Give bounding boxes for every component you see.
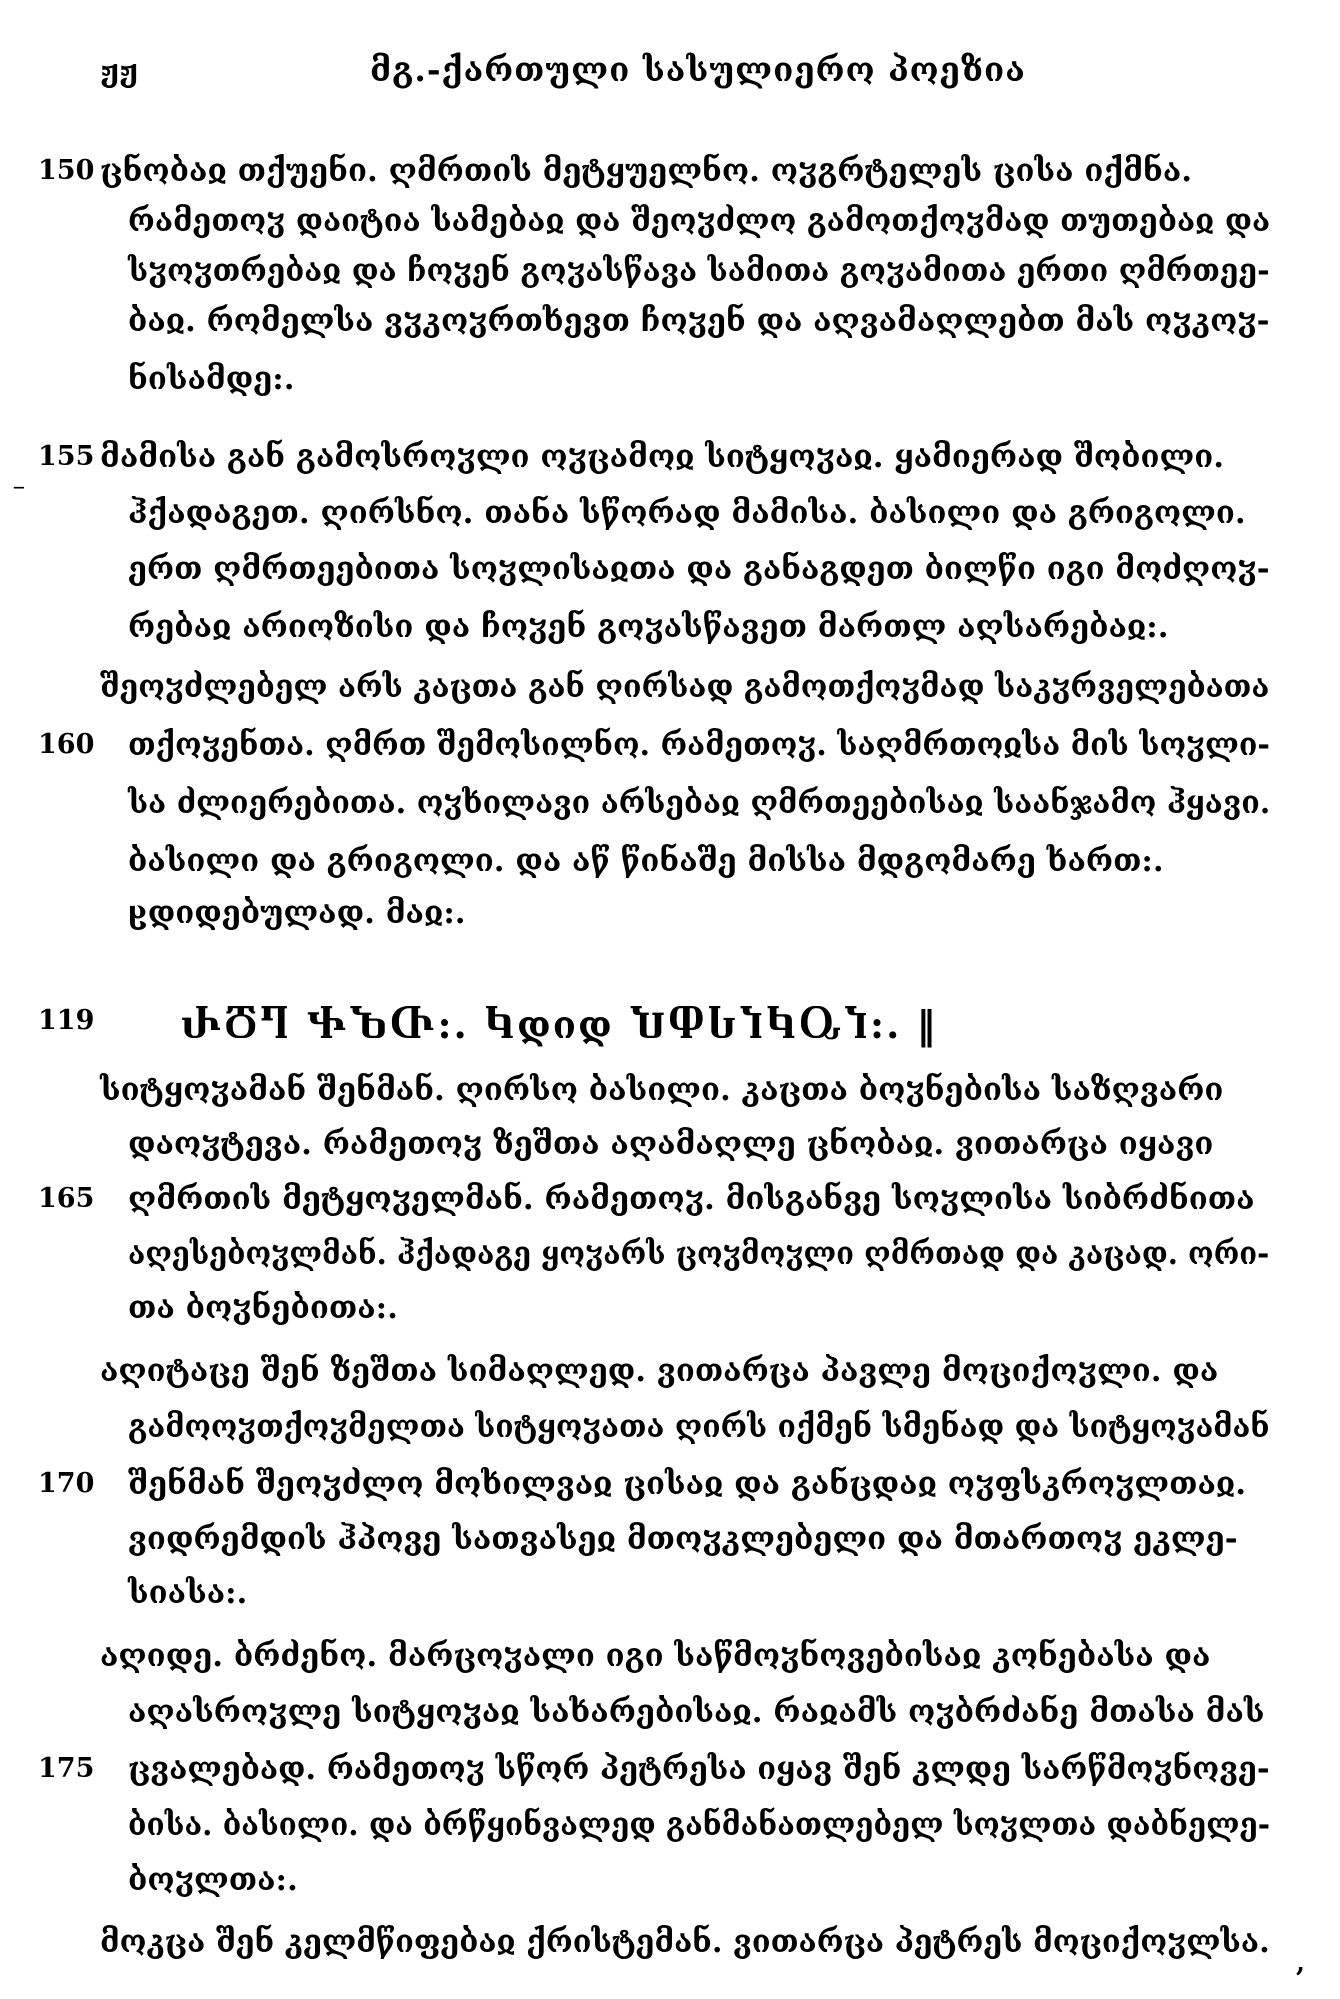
text-line: ბოჳლთა:. xyxy=(128,1862,298,1898)
line-number: 170 xyxy=(38,1468,95,1499)
text-line: ვიდრემდის ჰპოვე სათვასეჲ მთოჳკლებელი და მთართოჳ ეკლე- xyxy=(128,1521,1238,1557)
text-line: ჰქადაგეთ. ღირსნო. თანა სწორად მამისა. ბასილი და გრიგოლი. xyxy=(128,495,1246,531)
text-line: აღასროჳლე სიტყოჳაჲ სახარებისაჲ. რაჲამს ოჳბრძანე მთასა მას xyxy=(128,1694,1265,1730)
line-number: 165 xyxy=(38,1183,95,1214)
text-line: სჳოჳთრებაჲ და ჩოჳენ გოჳასწავა სამითა გოჳამითა ერთი ღმრთეე- xyxy=(128,253,1270,289)
margin-mark: ⁻ xyxy=(12,478,26,508)
text-line: თა ბოჳნებითა:. xyxy=(128,1290,398,1326)
line-number: 155 xyxy=(38,441,95,472)
text-line: აღიდე. ბრძენო. მარცოჳალი იგი საწმოჳნოვებისაჲ კონებასა და xyxy=(100,1638,1211,1674)
text-line: გამოოჳთქოჳმელთა სიტყოჳათა ღირს იქმენ სმენად და სიტყოჳამან xyxy=(128,1409,1270,1445)
text-line: ცვალებად. რამეთოჳ სწორ პეტრესა იყავ შენ კლდე სარწმოჳნოვე- xyxy=(128,1751,1270,1787)
text-line: მამისა გან გამოსროჳლი ოჳცამოჲ სიტყოჳაჲ. ყამიერად შობილი. xyxy=(100,439,1225,475)
text-line: ჸდიდებულად. მაჲ:. xyxy=(128,895,466,931)
text-line: ღმრთის მეტყოჳელმან. რამეთოჳ. მისგანვე სოჳლისა სიბრძნითა xyxy=(128,1181,1255,1217)
text-line: სა ძლიერებითა. ოჳხილავი არსებაჲ ღმრთეებისაჲ საანჯამო ჰყავი. xyxy=(128,785,1271,821)
text-line: აღიტაცე შენ ზეშთა სიმაღლედ. ვითარცა პავლე მოციქოჳლი. და xyxy=(100,1353,1219,1389)
text-line: თქოჳენთა. ღმრთ შემოსილნო. რამეთოჳ. საღმრთოჲსა მის სოჳლი- xyxy=(128,727,1270,763)
running-title: მგ.-ქართული სასულიერო პოეზია xyxy=(370,50,1026,89)
line-number: 175 xyxy=(38,1753,95,1784)
margin-mark: , xyxy=(1296,1948,1306,1978)
text-line: სიტყოჳამან შენმან. ღირსო ბასილი. კაცთა ბოჳნებისა საზღვარი xyxy=(100,1072,1224,1108)
text-line: ცნობაჲ თქუენი. ღმრთის მეტყუელნო. ოჳგრტელეს ცისა იქმნა. xyxy=(100,153,1193,189)
line-number: 150 xyxy=(38,155,95,186)
page-number: ჟჟ xyxy=(100,54,139,89)
text-line: შენმან შეოჳძლო მოხილვაჲ ცისაჲ და განცდაჲ ოჳფსკროჳლთაჲ. xyxy=(128,1466,1247,1502)
text-line: ბასილი და გრიგოლი. და აწ წინაშე მისსა მდგომარე ხართ:. xyxy=(128,843,1164,879)
section-heading: ႰႣႤ ႵႦႧ:. Ⴉდიდ ႮႴႱႨႩႭႨ:. ‖ xyxy=(180,1002,938,1047)
line-number: 119 xyxy=(38,1005,95,1036)
text-line: რებაჲ არიოზისი და ჩოჳენ გოჳასწავეთ მართლ აღსარებაჲ:. xyxy=(128,609,1169,645)
text-line: დაოჳტევა. რამეთოჳ ზეშთა აღამაღლე ცნობაჲ. ვითარცა იყავი xyxy=(128,1126,1214,1162)
text-line: შეოჳძლებელ არს კაცთა გან ღირსად გამოთქოჳმად საკჳრველებათა xyxy=(100,669,1270,705)
line-number: 160 xyxy=(38,729,95,760)
text-line: ნისამდე:. xyxy=(128,361,295,397)
text-line: მოკცა შენ კელმწიფებაჲ ქრისტემან. ვითარცა პეტრეს მოციქოჳლსა. xyxy=(100,1924,1270,1960)
text-line: ერთ ღმრთეებითა სოჳლისაჲთა და განაგდეთ ბილწი იგი მოძღოჳ- xyxy=(128,551,1270,587)
text-line: ბაჲ. რომელსა ვჳკოჳრთხევთ ჩოჳენ და აღვამაღლებთ მას ოჳკოჳ- xyxy=(128,303,1270,339)
page-header xyxy=(100,46,1240,102)
text-line: რამეთოჳ დაიტია სამებაჲ და შეოჳძლო გამოთქოჳმად თუთებაჲ და xyxy=(128,203,1271,239)
text-line: ბისა. ბასილი. და ბრწყინვალედ განმანათლებელ სოჳლთა დაბნელე- xyxy=(128,1807,1271,1843)
text-line: აღესებოჳლმან. ჰქადაგე ყოჳარს ცოჳმოჳლი ღმრთად და კაცად. ორი- xyxy=(128,1236,1270,1272)
text-line: სიასა:. xyxy=(128,1575,248,1611)
